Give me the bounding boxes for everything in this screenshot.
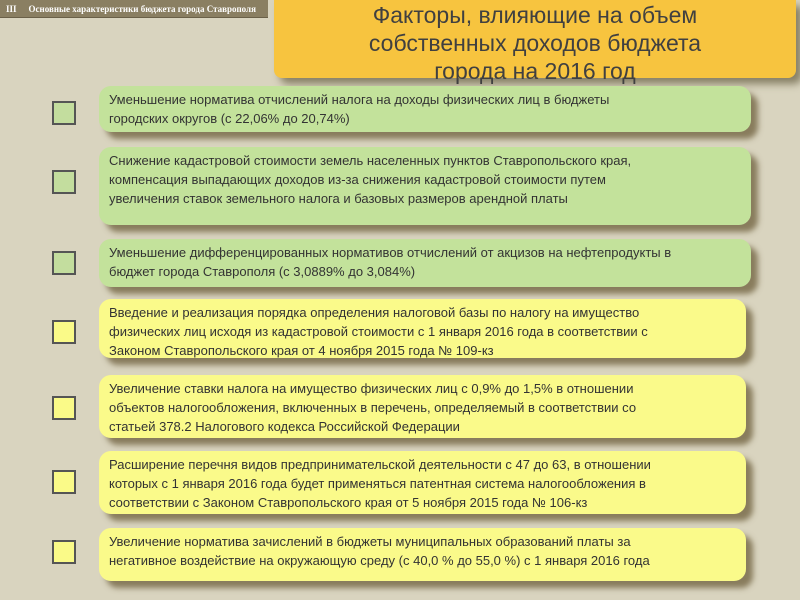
factor-text-line: Законом Ставропольского края от 4 ноября 2015 года № 109-кз: [109, 343, 494, 358]
factor-checkbox[interactable]: [52, 101, 76, 125]
factor-checkbox[interactable]: [52, 540, 76, 564]
factor-text-line: объектов налогообложения, включенных в перечень, определяемый в соответствии со: [109, 400, 637, 415]
section-header: [0, 0, 268, 18]
factor-checkbox[interactable]: [52, 251, 76, 275]
factor-checkbox[interactable]: [52, 470, 76, 494]
factor-checkbox[interactable]: [52, 396, 76, 420]
factor-text-line: Увеличение норматива зачислений в бюджеты муниципальных образований платы за: [109, 534, 631, 549]
factor-text-line: Уменьшение норматива отчислений налога на доходы физических лиц в бюджеты: [109, 92, 610, 107]
factor-text-line: статьей 378.2 Налогового кодекса Российской Федерации: [109, 419, 460, 434]
factor-card: [99, 86, 751, 132]
factor-text-line: физических лиц исходя из кадастровой стоимости с 1 января 2016 года в соответствии с: [109, 324, 648, 339]
factor-checkbox[interactable]: [52, 170, 76, 194]
factor-text-line: которых с 1 января 2016 года будет применяться патентная система налогообложения в: [109, 476, 646, 491]
factor-card: [99, 239, 751, 287]
factor-text-line: компенсация выпадающих доходов из-за снижения кадастровой стоимости путем: [109, 172, 606, 187]
section-number: III: [6, 3, 17, 14]
factor-checkbox[interactable]: [52, 320, 76, 344]
factor-text-line: бюджет города Ставрополя (с 3,0889% до 3,084%): [109, 264, 416, 279]
title-line: собственных доходов бюджета: [368, 30, 702, 56]
factor-card: [99, 147, 751, 225]
factor-text-line: соответствии с Законом Ставропольского края от 5 ноября 2015 года № 106-кз: [109, 495, 588, 510]
factor-card: [99, 299, 746, 358]
title-line: Факторы, влияющие на объем: [372, 2, 698, 28]
factor-text-line: Введение и реализация порядка определения налоговой базы по налогу на имущество: [109, 305, 640, 320]
title-line: города на 2016 год: [434, 58, 636, 84]
factor-text-line: Увеличение ставки налога на имущество физических лиц с 0,9% до 1,5% в отношении: [109, 381, 634, 396]
section-title: Основные характеристики бюджета города Ставрополя: [28, 3, 256, 14]
slide-title: [274, 0, 796, 84]
factor-text-line: Расширение перечня видов предпринимательской деятельности с 47 до 63, в отношении: [109, 457, 651, 472]
factor-text-line: Снижение кадастровой стоимости земель населенных пунктов Ставропольского края,: [109, 153, 632, 168]
factor-card: [99, 375, 746, 438]
factor-text-line: Уменьшение дифференцированных нормативов отчислений от акцизов на нефтепродукты в: [109, 245, 672, 260]
factor-card: [99, 528, 746, 581]
factor-text-line: увеличения ставок земельного налога и базовых размеров арендной платы: [109, 191, 568, 206]
factor-card: [99, 451, 746, 514]
factor-text-line: негативное воздействие на окружающую среду (с 40,0 % до 55,0 %) с 1 января 2016 года: [109, 553, 650, 568]
factor-text-line: городских округов (с 22,06% до 20,74%): [109, 111, 350, 126]
